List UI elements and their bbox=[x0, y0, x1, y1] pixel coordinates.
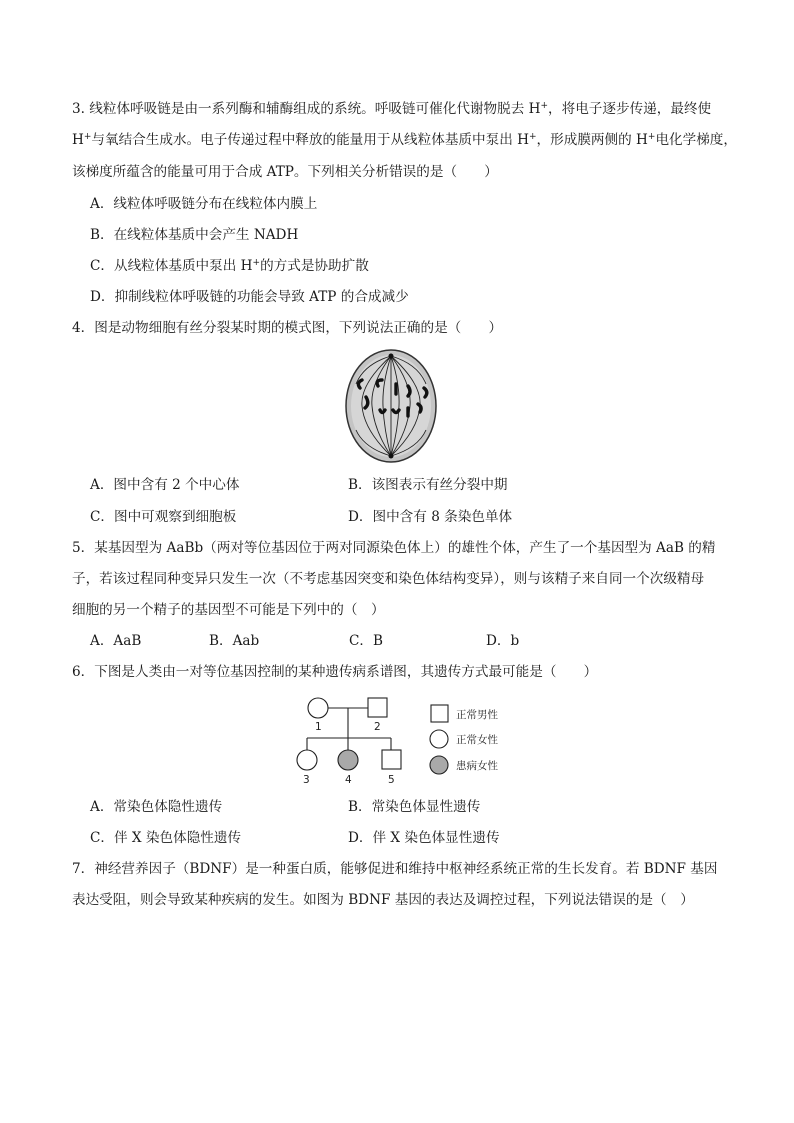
q5-option-b: B．Aab bbox=[209, 633, 260, 649]
q6-option-c: C．伴 X 染色体隐性遗传 bbox=[90, 830, 242, 846]
q7-stem-line2: 表达受阻，则会导致某种疾病的发生。如图为 BDNF 基因的表达及调控过程，下列说法错误的是（ ） bbox=[72, 892, 694, 908]
q3-stem-line3: 该梯度所蕴含的能量可用于合成 ATP。下列相关分析错误的是（ ） bbox=[72, 164, 498, 180]
legend-normal-female-label: 正常女性 bbox=[456, 734, 498, 746]
q5-option-c: C．B bbox=[349, 633, 383, 649]
q4-option-b: B．该图表示有丝分裂中期 bbox=[348, 477, 508, 493]
legend-affected-female-icon bbox=[430, 756, 448, 774]
q6-option-d: D．伴 X 染色体显性遗传 bbox=[348, 830, 500, 846]
q7-stem-line1: 7．神经营养因子（BDNF）是一种蛋白质，能够促进和维持中枢神经系统正常的生长发育。若 BDNF 基因 bbox=[72, 861, 718, 877]
pedigree-individual-5 bbox=[382, 750, 401, 769]
q5-stem-line1: 5．某基因型为 AaBb（两对等位基因位于两对同源染色体上）的雄性个体，产生了一个基因型为 AaB 的精 bbox=[72, 540, 716, 556]
legend-normal-female-icon bbox=[430, 730, 448, 748]
q3-stem-line2: H+与氧结合生成水。电子传递过程中释放的能量用于从线粒体基质中泵出 H+，形成膜两侧的 H+电化学梯度， bbox=[72, 132, 737, 148]
pedigree-individual-3 bbox=[297, 750, 317, 770]
q3-option-b: B．在线粒体基质中会产生 NADH bbox=[90, 227, 299, 243]
q5-stem-line2: 子，若该过程同种变异只发生一次（不考虑基因突变和染色体结构变异），则与该精子来自同一个次级精母 bbox=[72, 571, 705, 587]
q6-option-a: A．常染色体隐性遗传 bbox=[90, 799, 223, 815]
q3-stem-line1: 3. 线粒体呼吸链是由一系列酶和辅酶组成的系统。呼吸链可催化代谢物脱去 H+，将电子逐步传递，最终使 bbox=[72, 101, 712, 117]
pedigree-label-3: 3 bbox=[303, 774, 310, 786]
pedigree-individual-1 bbox=[308, 698, 328, 718]
q5-option-d: D．b bbox=[486, 633, 520, 649]
pedigree-label-2: 2 bbox=[374, 721, 381, 733]
q5-stem-line3: 细胞的另一个精子的基因型不可能是下列中的（ ） bbox=[72, 602, 385, 618]
q6-option-b: B．常染色体显性遗传 bbox=[348, 799, 481, 815]
pedigree-label-1: 1 bbox=[315, 721, 322, 733]
pedigree-label-5: 5 bbox=[388, 774, 395, 786]
q4-option-d: D．图中含有 8 条染色单体 bbox=[348, 509, 513, 525]
legend-affected-female-label: 患病女性 bbox=[456, 760, 498, 772]
q5-option-a: A．AaB bbox=[90, 633, 142, 649]
legend-normal-male-icon bbox=[431, 705, 448, 722]
q4-option-c: C．图中可观察到细胞板 bbox=[90, 509, 237, 525]
pedigree-individual-2 bbox=[368, 698, 387, 717]
pedigree-chart bbox=[290, 692, 530, 788]
q3-option-a: A．线粒体呼吸链分布在线粒体内膜上 bbox=[90, 196, 318, 212]
pedigree-individual-4 bbox=[338, 750, 358, 770]
q4-option-a: A．图中含有 2 个中心体 bbox=[90, 477, 240, 493]
q6-stem: 6．下图是人类由一对等位基因控制的某种遗传病系谱图，其遗传方式最可能是（ ） bbox=[72, 664, 598, 680]
legend-normal-male-label: 正常男性 bbox=[456, 709, 498, 721]
q3-option-c: C．从线粒体基质中泵出 H+的方式是协助扩散 bbox=[90, 258, 369, 274]
q3-option-d: D．抑制线粒体呼吸链的功能会导致 ATP 的合成减少 bbox=[90, 289, 409, 305]
pedigree-label-4: 4 bbox=[345, 774, 352, 786]
q4-stem: 4．图是动物细胞有丝分裂某时期的模式图，下列说法正确的是（ ） bbox=[72, 320, 503, 336]
mitosis-cell-figure bbox=[338, 344, 444, 468]
